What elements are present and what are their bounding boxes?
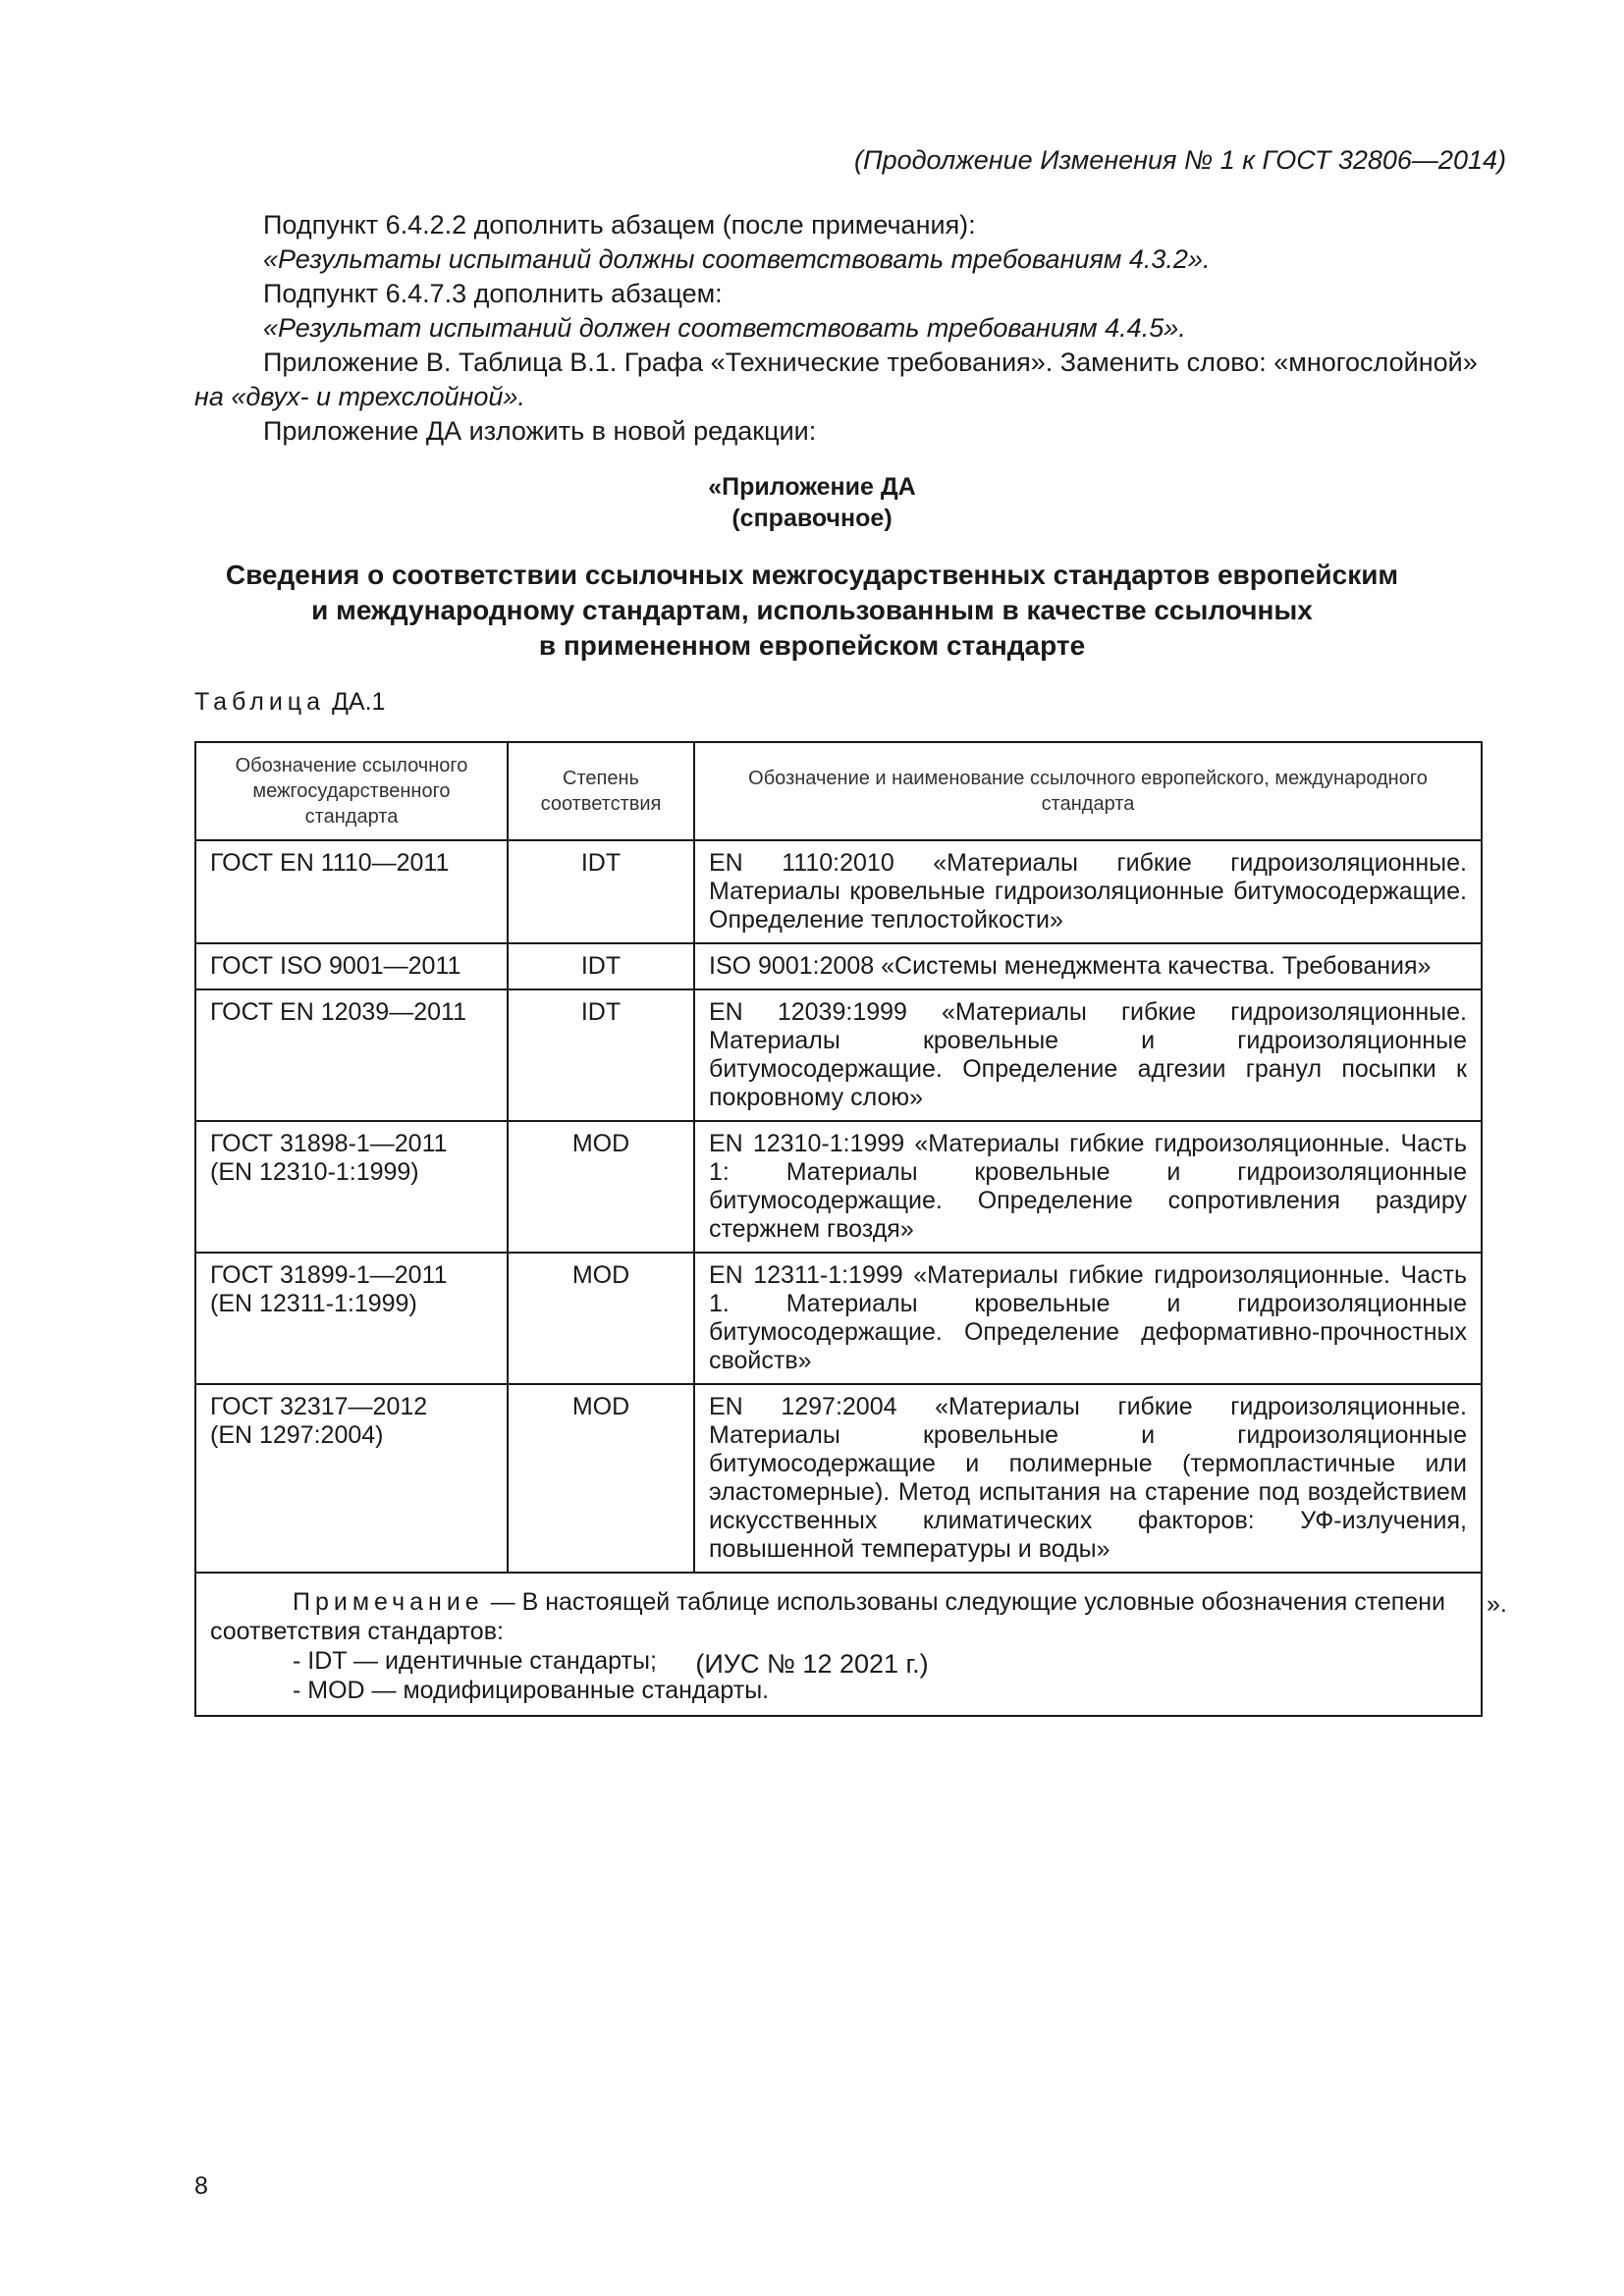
standards-table [194,741,1483,1717]
table-row [195,943,1482,989]
header-standard: Обозначение ссылочного межгосударственного стандарта [195,742,508,840]
amendment-text [194,208,1528,449]
standard-equivalent: (EN 12310-1:1999) [210,1158,419,1186]
section-title-line-3: в примененном европейском стандарте [538,630,1086,661]
table-label [194,688,385,717]
paragraph-1: Подпункт 6.4.2.2 дополнить абзацем (после примечания): [263,210,976,240]
standard-cell [195,1384,508,1573]
description-cell: EN 12310-1:1999 «Материалы гибкие гидроизоляционные. Часть 1: Материалы кровельные и гидроизоляционные битумосодержащие. Определение сопротивления раздиру стержнем гвоздя» [694,1121,1482,1253]
standard-code: ГОСТ ISO 9001—2011 [210,952,461,980]
paragraph-5: Приложение В. Таблица В.1. Графа «Технические требования». Заменить слово: «многослойной» [263,347,1478,377]
closing-quote: ». [1487,1590,1507,1618]
table-row [195,989,1482,1121]
paragraph-6: на «двух- и трехслойной». [194,382,525,411]
page-header: (Продолжение Изменения № 1 к ГОСТ 32806—2014) [854,145,1506,175]
description-cell: EN 12039:1999 «Материалы гибкие гидроизоляционные. Материалы кровельные и гидроизоляционные битумосодержащие. Определение адгезии гранул посыпки к покровному слою» [694,989,1482,1121]
standard-code: ГОСТ EN 1110—2011 [210,849,450,877]
table-row [195,1253,1482,1384]
header-degree: Степень соответствия [508,742,694,840]
appendix-title: «Приложение ДА [708,473,916,501]
standard-cell [195,943,508,989]
note-label: Примечание [293,1588,484,1616]
section-title-line-1: Сведения о соответствии ссылочных межгосударственных стандартов европейским [225,560,1399,590]
table-note-row [195,1573,1482,1716]
degree-cell: MOD [508,1253,694,1384]
paragraph-4: «Результат испытаний должен соответствовать требованиям 4.4.5». [263,313,1186,343]
section-title [0,558,1624,664]
table-label-number: ДА.1 [331,688,386,716]
paragraph-3: Подпункт 6.4.7.3 дополнить абзацем: [263,279,723,308]
description-cell: EN 1297:2004 «Материалы гибкие гидроизоляционные. Материалы кровельные и гидроизоляционные битумосодержащие и полимерные (термопластичные или эластомерные). Метод испытания на старение под воздействием искусственных климатических факторов: УФ-излучения, повышенной температуры и воды» [694,1384,1482,1573]
note-item-idt: - IDT — идентичные стандарты; [293,1647,657,1675]
table-row [195,840,1482,943]
appendix-heading [0,471,1624,534]
note-text: — В настоящей таблице использованы следующие условные обозначения степени соответствия стандартов: [210,1588,1446,1645]
note-item-mod: - MOD — модифицированные стандарты. [293,1677,770,1704]
standard-cell [195,1253,508,1384]
standard-code: ГОСТ 32317—2012 [210,1393,428,1420]
standard-code: ГОСТ 31898-1—2011 [210,1130,448,1157]
degree-cell: IDT [508,943,694,989]
description-cell: ISO 9001:2008 «Системы менеджмента качества. Требования» [694,943,1482,989]
table-label-word: Таблица [194,688,326,716]
ius-reference: (ИУС № 12 2021 г.) [695,1649,929,1679]
degree-cell: MOD [508,1384,694,1573]
standard-code: ГОСТ EN 12039—2011 [210,998,466,1026]
standard-code: ГОСТ 31899-1—2011 [210,1261,448,1289]
degree-cell: IDT [508,989,694,1121]
standard-cell [195,840,508,943]
standard-cell [195,989,508,1121]
page-number: 8 [194,2172,208,2200]
header-description: Обозначение и наименование ссылочного европейского, международного стандарта [694,742,1482,840]
table-header-row [195,742,1482,840]
degree-cell: IDT [508,840,694,943]
description-cell: EN 1110:2010 «Материалы гибкие гидроизоляционные. Материалы кровельные гидроизоляционные битумосодержащие. Определение теплостойкости» [694,840,1482,943]
description-cell: EN 12311-1:1999 «Материалы гибкие гидроизоляционные. Часть 1. Материалы кровельные и гидроизоляционные битумосодержащие. Определение деформативно-прочностных свойств» [694,1253,1482,1384]
standard-equivalent: (EN 12311-1:1999) [210,1290,417,1317]
table-note [195,1573,1482,1716]
table-row [195,1384,1482,1573]
table-row [195,1121,1482,1253]
note-intro [210,1587,1467,1646]
appendix-type: (справочное) [731,505,893,532]
standard-cell [195,1121,508,1253]
degree-cell: MOD [508,1121,694,1253]
paragraph-2: «Результаты испытаний должны соответствовать требованиям 4.3.2». [263,244,1211,274]
standard-equivalent: (EN 1297:2004) [210,1421,384,1449]
section-title-line-2: и международному стандартам, использованным в качестве ссылочных [311,595,1313,625]
paragraph-7: Приложение ДА изложить в новой редакции: [263,416,817,446]
